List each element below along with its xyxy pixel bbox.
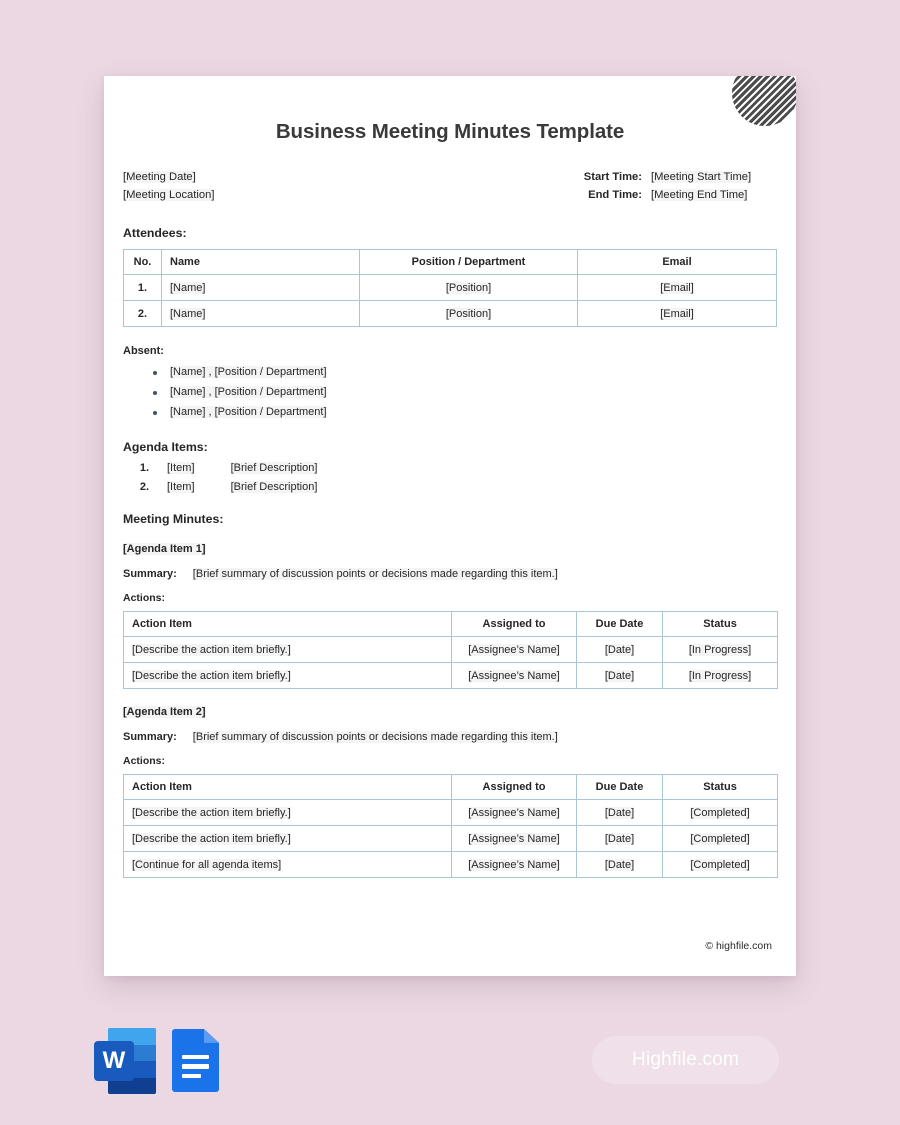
attendees-col-email: Email	[578, 250, 777, 275]
action-due-date[interactable]: [Date]	[577, 800, 663, 826]
action-status[interactable]: [Completed]	[663, 826, 778, 852]
attendee-name[interactable]: [Name]	[162, 301, 360, 327]
absent-list	[123, 366, 777, 418]
meeting-minutes-heading: Meeting Minutes:	[123, 512, 224, 526]
attendee-position[interactable]: [Position]	[360, 301, 578, 327]
attendees-col-no: No.	[124, 250, 162, 275]
table-row	[124, 852, 778, 878]
agenda-items-list	[123, 462, 777, 493]
attendees-header-row	[124, 250, 777, 275]
attendees-col-position: Position / Department	[360, 250, 578, 275]
google-docs-icon[interactable]	[172, 1029, 219, 1092]
action-assignee[interactable]: [Assignee’s Name]	[452, 852, 577, 878]
action-item[interactable]: [Describe the action item briefly.]	[124, 637, 452, 663]
agenda-item-label: [Item]	[167, 462, 195, 474]
actions-col-status: Status	[663, 612, 778, 637]
action-item[interactable]: [Continue for all agenda items]	[124, 852, 452, 878]
action-status[interactable]: [In Progress]	[663, 637, 778, 663]
actions-col-due: Due Date	[577, 612, 663, 637]
start-time-field[interactable]: [Meeting Start Time]	[651, 171, 752, 183]
meeting-location-field[interactable]: [Meeting Location]	[123, 189, 215, 201]
attendee-no: 2.	[124, 301, 162, 327]
docs-icon-fold	[204, 1029, 219, 1043]
list-item[interactable]: [Name] , [Position / Department]	[153, 406, 777, 418]
actions-header-row	[124, 775, 778, 800]
actions-table-1	[123, 611, 778, 689]
list-item[interactable]	[135, 462, 777, 474]
summary-label: Summary:	[123, 568, 177, 580]
start-time-label: Start Time:	[583, 171, 642, 183]
minutes-summary-row	[123, 568, 777, 580]
actions-col-status: Status	[663, 775, 778, 800]
table-row	[124, 663, 778, 689]
attendees-heading: Attendees:	[123, 226, 187, 240]
docs-icon-line	[182, 1074, 201, 1079]
meeting-header-right	[568, 171, 777, 207]
list-item[interactable]: [Name] , [Position / Department]	[153, 386, 777, 398]
action-due-date[interactable]: [Date]	[577, 637, 663, 663]
word-icon-letter: W	[94, 1041, 134, 1081]
meeting-header-meta	[123, 171, 777, 207]
table-row	[124, 275, 777, 301]
attendee-email[interactable]: [Email]	[578, 301, 777, 327]
microsoft-word-icon[interactable]	[94, 1028, 156, 1094]
agenda-item-description: [Brief Description]	[230, 462, 318, 474]
actions-col-due: Due Date	[577, 775, 663, 800]
list-item[interactable]	[135, 481, 777, 493]
attendee-no: 1.	[124, 275, 162, 301]
table-row	[124, 637, 778, 663]
table-row	[124, 301, 777, 327]
agenda-items-heading: Agenda Items:	[123, 440, 208, 454]
action-assignee[interactable]: [Assignee’s Name]	[452, 826, 577, 852]
actions-label: Actions:	[123, 755, 165, 767]
action-due-date[interactable]: [Date]	[577, 852, 663, 878]
attendees-col-name: Name	[162, 250, 360, 275]
attendees-table	[123, 249, 777, 327]
end-time-label: End Time:	[588, 189, 642, 201]
actions-col-assigned: Assigned to	[452, 612, 577, 637]
action-assignee[interactable]: [Assignee’s Name]	[452, 637, 577, 663]
brand-watermark-pill	[592, 1036, 779, 1084]
minutes-agenda-title[interactable]: [Agenda Item 1]	[123, 543, 206, 555]
end-time-row	[568, 189, 777, 201]
start-time-row	[568, 171, 777, 183]
docs-icon-line	[182, 1064, 209, 1069]
minutes-section-1	[123, 543, 777, 689]
meeting-date-field[interactable]: [Meeting Date]	[123, 171, 196, 183]
actions-table-2	[123, 774, 778, 878]
document-page	[104, 76, 796, 976]
action-due-date[interactable]: [Date]	[577, 663, 663, 689]
action-assignee[interactable]: [Assignee’s Name]	[452, 800, 577, 826]
minutes-summary-row	[123, 731, 777, 743]
brand-label: Highfile.com	[632, 1049, 739, 1070]
attendee-email[interactable]: [Email]	[578, 275, 777, 301]
action-status[interactable]: [In Progress]	[663, 663, 778, 689]
actions-col-assigned: Assigned to	[452, 775, 577, 800]
action-item[interactable]: [Describe the action item briefly.]	[124, 826, 452, 852]
actions-header-row	[124, 612, 778, 637]
actions-col-item: Action Item	[124, 775, 452, 800]
summary-label: Summary:	[123, 731, 177, 743]
action-status[interactable]: [Completed]	[663, 852, 778, 878]
table-row	[124, 800, 778, 826]
page-title: Business Meeting Minutes Template	[275, 120, 625, 143]
action-item[interactable]: [Describe the action item briefly.]	[124, 800, 452, 826]
summary-text[interactable]: [Brief summary of discussion points or decisions made regarding this item.]	[192, 568, 558, 580]
attendee-name[interactable]: [Name]	[162, 275, 360, 301]
document-body	[104, 76, 796, 878]
list-item[interactable]: [Name] , [Position / Department]	[153, 366, 777, 378]
summary-text[interactable]: [Brief summary of discussion points or decisions made regarding this item.]	[192, 731, 558, 743]
actions-label: Actions:	[123, 592, 165, 604]
action-due-date[interactable]: [Date]	[577, 826, 663, 852]
minutes-agenda-title[interactable]: [Agenda Item 2]	[123, 706, 206, 718]
agenda-item-label: [Item]	[167, 481, 195, 493]
end-time-field[interactable]: [Meeting End Time]	[651, 189, 748, 201]
agenda-item-description: [Brief Description]	[230, 481, 318, 493]
docs-icon-line	[182, 1055, 209, 1060]
meeting-header-left	[123, 171, 214, 207]
attendee-position[interactable]: [Position]	[360, 275, 578, 301]
table-row	[124, 826, 778, 852]
action-assignee[interactable]: [Assignee’s Name]	[452, 663, 577, 689]
minutes-section-2	[123, 706, 777, 878]
action-item[interactable]: [Describe the action item briefly.]	[124, 663, 452, 689]
actions-col-item: Action Item	[124, 612, 452, 637]
footer-credit: © highfile.com	[705, 940, 772, 952]
absent-heading: Absent:	[123, 345, 164, 357]
action-status[interactable]: [Completed]	[663, 800, 778, 826]
